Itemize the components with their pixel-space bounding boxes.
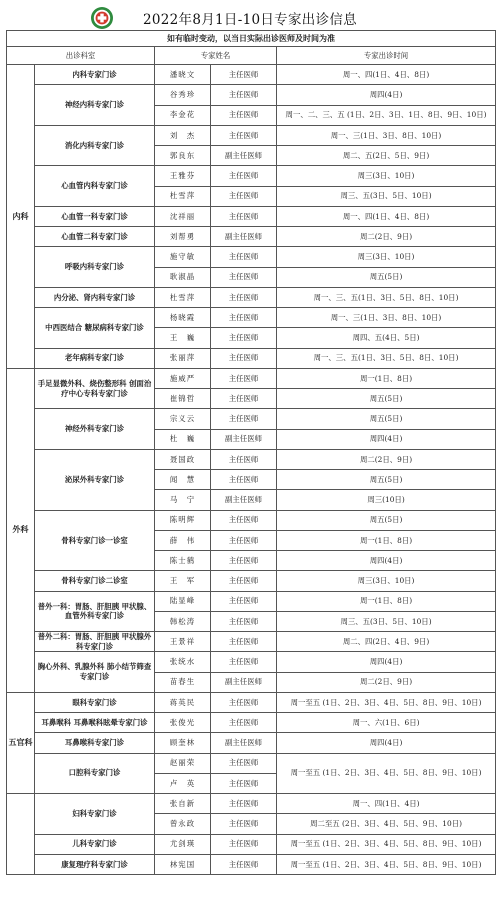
clinic-time-cell: 周四(4日) xyxy=(277,85,496,105)
doctor-name-cell: 顾奎林 xyxy=(155,733,211,753)
doctor-title-cell: 主任医师 xyxy=(211,530,277,550)
doctor-name-cell: 聂国政 xyxy=(155,449,211,469)
clinic-time-cell: 周一至五 (1日、2日、3日、4日、5日、8日、9日、10日) xyxy=(277,692,496,712)
doctor-title-cell: 主任医师 xyxy=(211,247,277,267)
header-time: 专家出诊时间 xyxy=(277,47,496,65)
schedule-row xyxy=(7,308,496,328)
doctor-name-cell: 杜 巍 xyxy=(155,429,211,449)
doctor-name-cell: 沈祥丽 xyxy=(155,206,211,226)
doctor-title-cell: 主任医师 xyxy=(211,65,277,85)
doctor-name-cell: 张统水 xyxy=(155,652,211,672)
clinic-name-cell: 康复理疗科专家门诊 xyxy=(35,854,155,874)
clinic-time-cell: 周四(4日) xyxy=(277,652,496,672)
doctor-title-cell: 主任医师 xyxy=(211,713,277,733)
doctor-name-cell: 曾永政 xyxy=(155,814,211,834)
doctor-title-cell: 主任医师 xyxy=(211,591,277,611)
schedule-row xyxy=(7,632,496,652)
doctor-name-cell: 尤剑瑛 xyxy=(155,834,211,854)
clinic-time-cell: 周二(2日、9日) xyxy=(277,672,496,692)
clinic-name-cell: 心血管一科专家门诊 xyxy=(35,206,155,226)
doctor-name-cell: 耿淑晶 xyxy=(155,267,211,287)
clinic-name-cell: 骨科专家门诊二诊室 xyxy=(35,571,155,591)
clinic-name-cell: 骨科专家门诊一诊室 xyxy=(35,510,155,571)
clinic-time-cell: 周五(5日) xyxy=(277,510,496,530)
clinic-time-cell: 周五(5日) xyxy=(277,470,496,490)
doctor-name-cell: 林宪国 xyxy=(155,854,211,874)
clinic-name-cell: 内科专家门诊 xyxy=(35,65,155,85)
schedule-row xyxy=(7,409,496,429)
clinic-time-cell: 周一、四(1日、4日、8日) xyxy=(277,206,496,226)
doctor-name-cell: 宗义云 xyxy=(155,409,211,429)
doctor-name-cell: 卢 英 xyxy=(155,773,211,793)
doctor-title-cell: 副主任医师 xyxy=(211,146,277,166)
clinic-name-cell: 内分泌、肾内科专家门诊 xyxy=(35,287,155,307)
doctor-name-cell: 施守敏 xyxy=(155,247,211,267)
doctor-name-cell: 苗春生 xyxy=(155,672,211,692)
notice-row xyxy=(7,31,496,47)
doctor-name-cell: 赵丽荣 xyxy=(155,753,211,773)
doctor-name-cell: 陈明辉 xyxy=(155,510,211,530)
schedule-row xyxy=(7,166,496,186)
clinic-time-cell: 周一(1日、8日) xyxy=(277,591,496,611)
doctor-title-cell: 主任医师 xyxy=(211,652,277,672)
schedule-row xyxy=(7,854,496,874)
schedule-row xyxy=(7,247,496,267)
clinic-name-cell: 手足显微外科、烧伤整形科 创面治疗中心专科专家门诊 xyxy=(35,368,155,409)
schedule-row xyxy=(7,206,496,226)
doctor-title-cell: 主任医师 xyxy=(211,571,277,591)
clinic-time-cell: 周一、四(1日、4日) xyxy=(277,794,496,814)
clinic-time-cell: 周二、四(2日、4日、9日) xyxy=(277,632,496,652)
header-dept: 出诊科室 xyxy=(7,47,155,65)
page-title: 2022年8月1日-10日专家出诊信息 xyxy=(143,12,357,28)
major-dept-cell: 内科 xyxy=(7,65,35,369)
doctor-title-cell: 主任医师 xyxy=(211,551,277,571)
doctor-title-cell: 主任医师 xyxy=(211,611,277,631)
clinic-name-cell: 神经内科专家门诊 xyxy=(35,85,155,126)
clinic-time-cell: 周三、五(3日、5日、10日) xyxy=(277,186,496,206)
clinic-name-cell: 中西医结合 糖尿病科专家门诊 xyxy=(35,308,155,349)
clinic-name-cell: 泌尿外科专家门诊 xyxy=(35,449,155,510)
doctor-name-cell: 韩松涛 xyxy=(155,611,211,631)
header-row xyxy=(7,47,496,65)
doctor-name-cell: 杜雪萍 xyxy=(155,287,211,307)
doctor-name-cell: 王雅芬 xyxy=(155,166,211,186)
schedule-row xyxy=(7,348,496,368)
doctor-title-cell: 主任医师 xyxy=(211,267,277,287)
clinic-time-cell: 周二(2日、9日) xyxy=(277,449,496,469)
clinic-time-cell: 周二、五(2日、5日、9日) xyxy=(277,146,496,166)
clinic-name-cell: 老年病科专家门诊 xyxy=(35,348,155,368)
schedule-row xyxy=(7,85,496,105)
clinic-time-cell: 周一(1日、8日) xyxy=(277,368,496,388)
clinic-time-cell: 周一、三、五(1日、3日、5日、8日、10日) xyxy=(277,348,496,368)
clinic-name-cell: 普外二科：胃肠、肝胆胰 甲状腺外科专家门诊 xyxy=(35,632,155,652)
schedule-row xyxy=(7,733,496,753)
doctor-title-cell: 主任医师 xyxy=(211,287,277,307)
doctor-title-cell: 主任医师 xyxy=(211,308,277,328)
doctor-title-cell: 主任医师 xyxy=(211,328,277,348)
doctor-name-cell: 施威严 xyxy=(155,368,211,388)
clinic-time-cell: 周一、四(1日、4日、8日) xyxy=(277,65,496,85)
doctor-title-cell: 副主任医师 xyxy=(211,429,277,449)
clinic-name-cell: 耳鼻喉科 耳鼻喉科眩晕专家门诊 xyxy=(35,713,155,733)
doctor-title-cell: 主任医师 xyxy=(211,368,277,388)
doctor-title-cell: 主任医师 xyxy=(211,409,277,429)
doctor-title-cell: 副主任医师 xyxy=(211,672,277,692)
clinic-time-cell: 周一至五 (1日、2日、3日、4日、5日、8日、9日、10日) xyxy=(277,753,496,794)
doctor-name-cell: 陈士鹤 xyxy=(155,551,211,571)
doctor-title-cell: 主任医师 xyxy=(211,773,277,793)
clinic-time-cell: 周一(1日、8日) xyxy=(277,530,496,550)
doctor-title-cell: 副主任医师 xyxy=(211,227,277,247)
doctor-title-cell: 主任医师 xyxy=(211,348,277,368)
doctor-name-cell: 郭良东 xyxy=(155,146,211,166)
doctor-name-cell: 杜雪萍 xyxy=(155,186,211,206)
schedule-row xyxy=(7,834,496,854)
schedule-row xyxy=(7,449,496,469)
doctor-name-cell: 杨晓霞 xyxy=(155,308,211,328)
schedule-row xyxy=(7,65,496,85)
header-name: 专家姓名 xyxy=(155,47,277,65)
clinic-time-cell: 周二至五 (2日、3日、4日、5日、9日、10日) xyxy=(277,814,496,834)
doctor-name-cell: 刘 杰 xyxy=(155,125,211,145)
clinic-name-cell: 胸心外科、乳腺外科 肺小结节筛查专家门诊 xyxy=(35,652,155,693)
schedule-row xyxy=(7,571,496,591)
clinic-time-cell: 周三、五(3日、5日、10日) xyxy=(277,611,496,631)
schedule-row xyxy=(7,368,496,388)
doctor-title-cell: 主任医师 xyxy=(211,510,277,530)
clinic-name-cell: 眼科专家门诊 xyxy=(35,692,155,712)
clinic-name-cell: 妇科专家门诊 xyxy=(35,794,155,835)
doctor-title-cell: 副主任医师 xyxy=(211,490,277,510)
doctor-name-cell: 张丽萍 xyxy=(155,348,211,368)
clinic-time-cell: 周一、三(1日、3日、8日、10日) xyxy=(277,125,496,145)
clinic-time-cell: 周三(3日、10日) xyxy=(277,247,496,267)
doctor-name-cell: 崔锦哲 xyxy=(155,389,211,409)
schedule-row xyxy=(7,510,496,530)
schedule-row xyxy=(7,287,496,307)
schedule-row xyxy=(7,794,496,814)
doctor-title-cell: 主任医师 xyxy=(211,692,277,712)
clinic-time-cell: 周五(5日) xyxy=(277,389,496,409)
doctor-title-cell: 主任医师 xyxy=(211,794,277,814)
doctor-name-cell: 谷秀珍 xyxy=(155,85,211,105)
clinic-time-cell: 周四(4日) xyxy=(277,551,496,571)
clinic-name-cell: 耳鼻喉科专家门诊 xyxy=(35,733,155,753)
doctor-name-cell: 王 巍 xyxy=(155,328,211,348)
doctor-title-cell: 主任医师 xyxy=(211,834,277,854)
doctor-title-cell: 主任医师 xyxy=(211,753,277,773)
schedule-row xyxy=(7,753,496,773)
clinic-time-cell: 周四(4日) xyxy=(277,733,496,753)
doctor-title-cell: 主任医师 xyxy=(211,389,277,409)
clinic-time-cell: 周四、五(4日、5日) xyxy=(277,328,496,348)
doctor-title-cell: 主任医师 xyxy=(211,470,277,490)
clinic-name-cell: 呼吸内科专家门诊 xyxy=(35,247,155,288)
doctor-title-cell: 主任医师 xyxy=(211,449,277,469)
clinic-time-cell: 周三(3日、10日) xyxy=(277,166,496,186)
schedule-row xyxy=(7,652,496,672)
clinic-name-cell: 心血管内科专家门诊 xyxy=(35,166,155,207)
clinic-time-cell: 周三(3日、10日) xyxy=(277,571,496,591)
doctor-title-cell: 主任医师 xyxy=(211,206,277,226)
doctor-title-cell: 主任医师 xyxy=(211,854,277,874)
clinic-time-cell: 周五(5日) xyxy=(277,409,496,429)
major-dept-cell: 五官科 xyxy=(7,692,35,793)
clinic-name-cell: 神经外科专家门诊 xyxy=(35,409,155,450)
doctor-name-cell: 王 军 xyxy=(155,571,211,591)
doctor-title-cell: 主任医师 xyxy=(211,186,277,206)
major-dept-cell xyxy=(7,794,35,875)
clinic-time-cell: 周二(2日、9日) xyxy=(277,227,496,247)
clinic-time-cell: 周三(10日) xyxy=(277,490,496,510)
doctor-name-cell: 闻 慧 xyxy=(155,470,211,490)
clinic-name-cell: 普外一科：胃肠、肝胆胰 甲状腺、血管外科专家门诊 xyxy=(35,591,155,632)
clinic-time-cell: 周一至五 (1日、2日、3日、4日、5日、8日、9日、10日) xyxy=(277,854,496,874)
clinic-time-cell: 周一、六(1日、6日) xyxy=(277,713,496,733)
clinic-time-cell: 周五(5日) xyxy=(277,267,496,287)
doctor-title-cell: 主任医师 xyxy=(211,85,277,105)
doctor-name-cell: 王景祥 xyxy=(155,632,211,652)
clinic-name-cell: 口腔科专家门诊 xyxy=(35,753,155,794)
doctor-name-cell: 薛 伟 xyxy=(155,530,211,550)
schedule-table xyxy=(6,30,496,875)
clinic-name-cell: 心血管二科专家门诊 xyxy=(35,227,155,247)
doctor-name-cell: 陆显峰 xyxy=(155,591,211,611)
doctor-name-cell: 张俊光 xyxy=(155,713,211,733)
notice-text: 如有临时变动，以当日实际出诊医师及时间为准 xyxy=(7,31,496,47)
doctor-title-cell: 副主任医师 xyxy=(211,733,277,753)
major-dept-cell: 外科 xyxy=(7,368,35,692)
schedule-row xyxy=(7,692,496,712)
doctor-title-cell: 主任医师 xyxy=(211,125,277,145)
clinic-time-cell: 周一、二、三、五 (1日、2日、3日、1日、8日、9日、10日) xyxy=(277,105,496,125)
clinic-name-cell: 儿科专家门诊 xyxy=(35,834,155,854)
clinic-time-cell: 周一至五 (1日、2日、3日、4日、5日、8日、9日、10日) xyxy=(277,834,496,854)
schedule-row xyxy=(7,591,496,611)
clinic-time-cell: 周一、三、五(1日、3日、5日、8日、10日) xyxy=(277,287,496,307)
schedule-row xyxy=(7,227,496,247)
doctor-name-cell: 张自新 xyxy=(155,794,211,814)
doctor-name-cell: 刘帮勇 xyxy=(155,227,211,247)
schedule-row xyxy=(7,125,496,145)
doctor-name-cell: 马 宁 xyxy=(155,490,211,510)
doctor-name-cell: 蒋英民 xyxy=(155,692,211,712)
schedule-row xyxy=(7,713,496,733)
doctor-title-cell: 主任医师 xyxy=(211,105,277,125)
clinic-name-cell: 消化内科专家门诊 xyxy=(35,125,155,166)
doctor-title-cell: 主任医师 xyxy=(211,166,277,186)
clinic-time-cell: 周四(4日) xyxy=(277,429,496,449)
doctor-name-cell: 李金花 xyxy=(155,105,211,125)
doctor-title-cell: 主任医师 xyxy=(211,632,277,652)
clinic-time-cell: 周一、三(1日、3日、8日、10日) xyxy=(277,308,496,328)
doctor-name-cell: 潘晓文 xyxy=(155,65,211,85)
doctor-title-cell: 主任医师 xyxy=(211,814,277,834)
